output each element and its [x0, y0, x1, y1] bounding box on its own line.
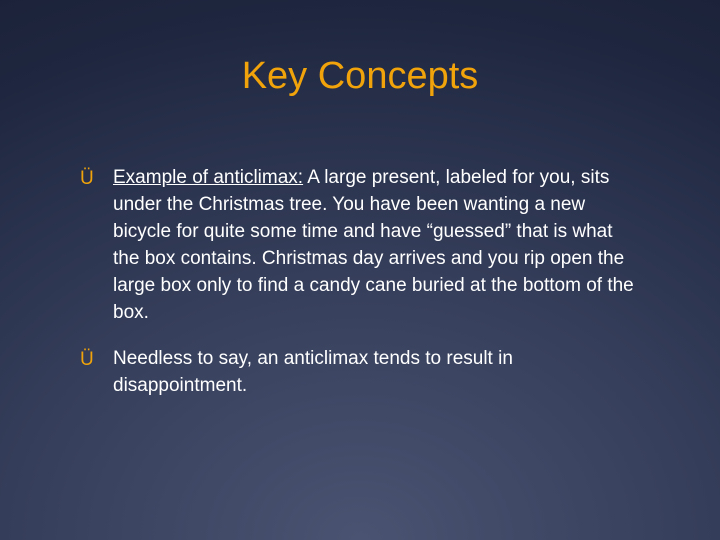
slide-title: Key Concepts — [241, 55, 479, 97]
bullet-item-anticlimax-example — [80, 164, 640, 326]
bullet-body-text: Needless to say, an anticlimax tends to result in disappointment. — [113, 348, 513, 396]
arrow-bullet-icon: Ü — [80, 349, 94, 370]
arrow-bullet-icon: Ü — [80, 168, 94, 189]
bullet-item-disappointment — [80, 345, 640, 399]
bullet-body-text: A large present, labeled for you, sits under the Christmas tree. You have been wanting a new bicycle for quite some time and have “guessed” that is what the box contains. Christmas day arrives and you rip open the large box only to find a candy cane buried at the bottom of the box. — [113, 167, 634, 323]
bullet-lead-text: Example of anticlimax: — [113, 167, 304, 188]
bullet-list — [80, 164, 640, 399]
